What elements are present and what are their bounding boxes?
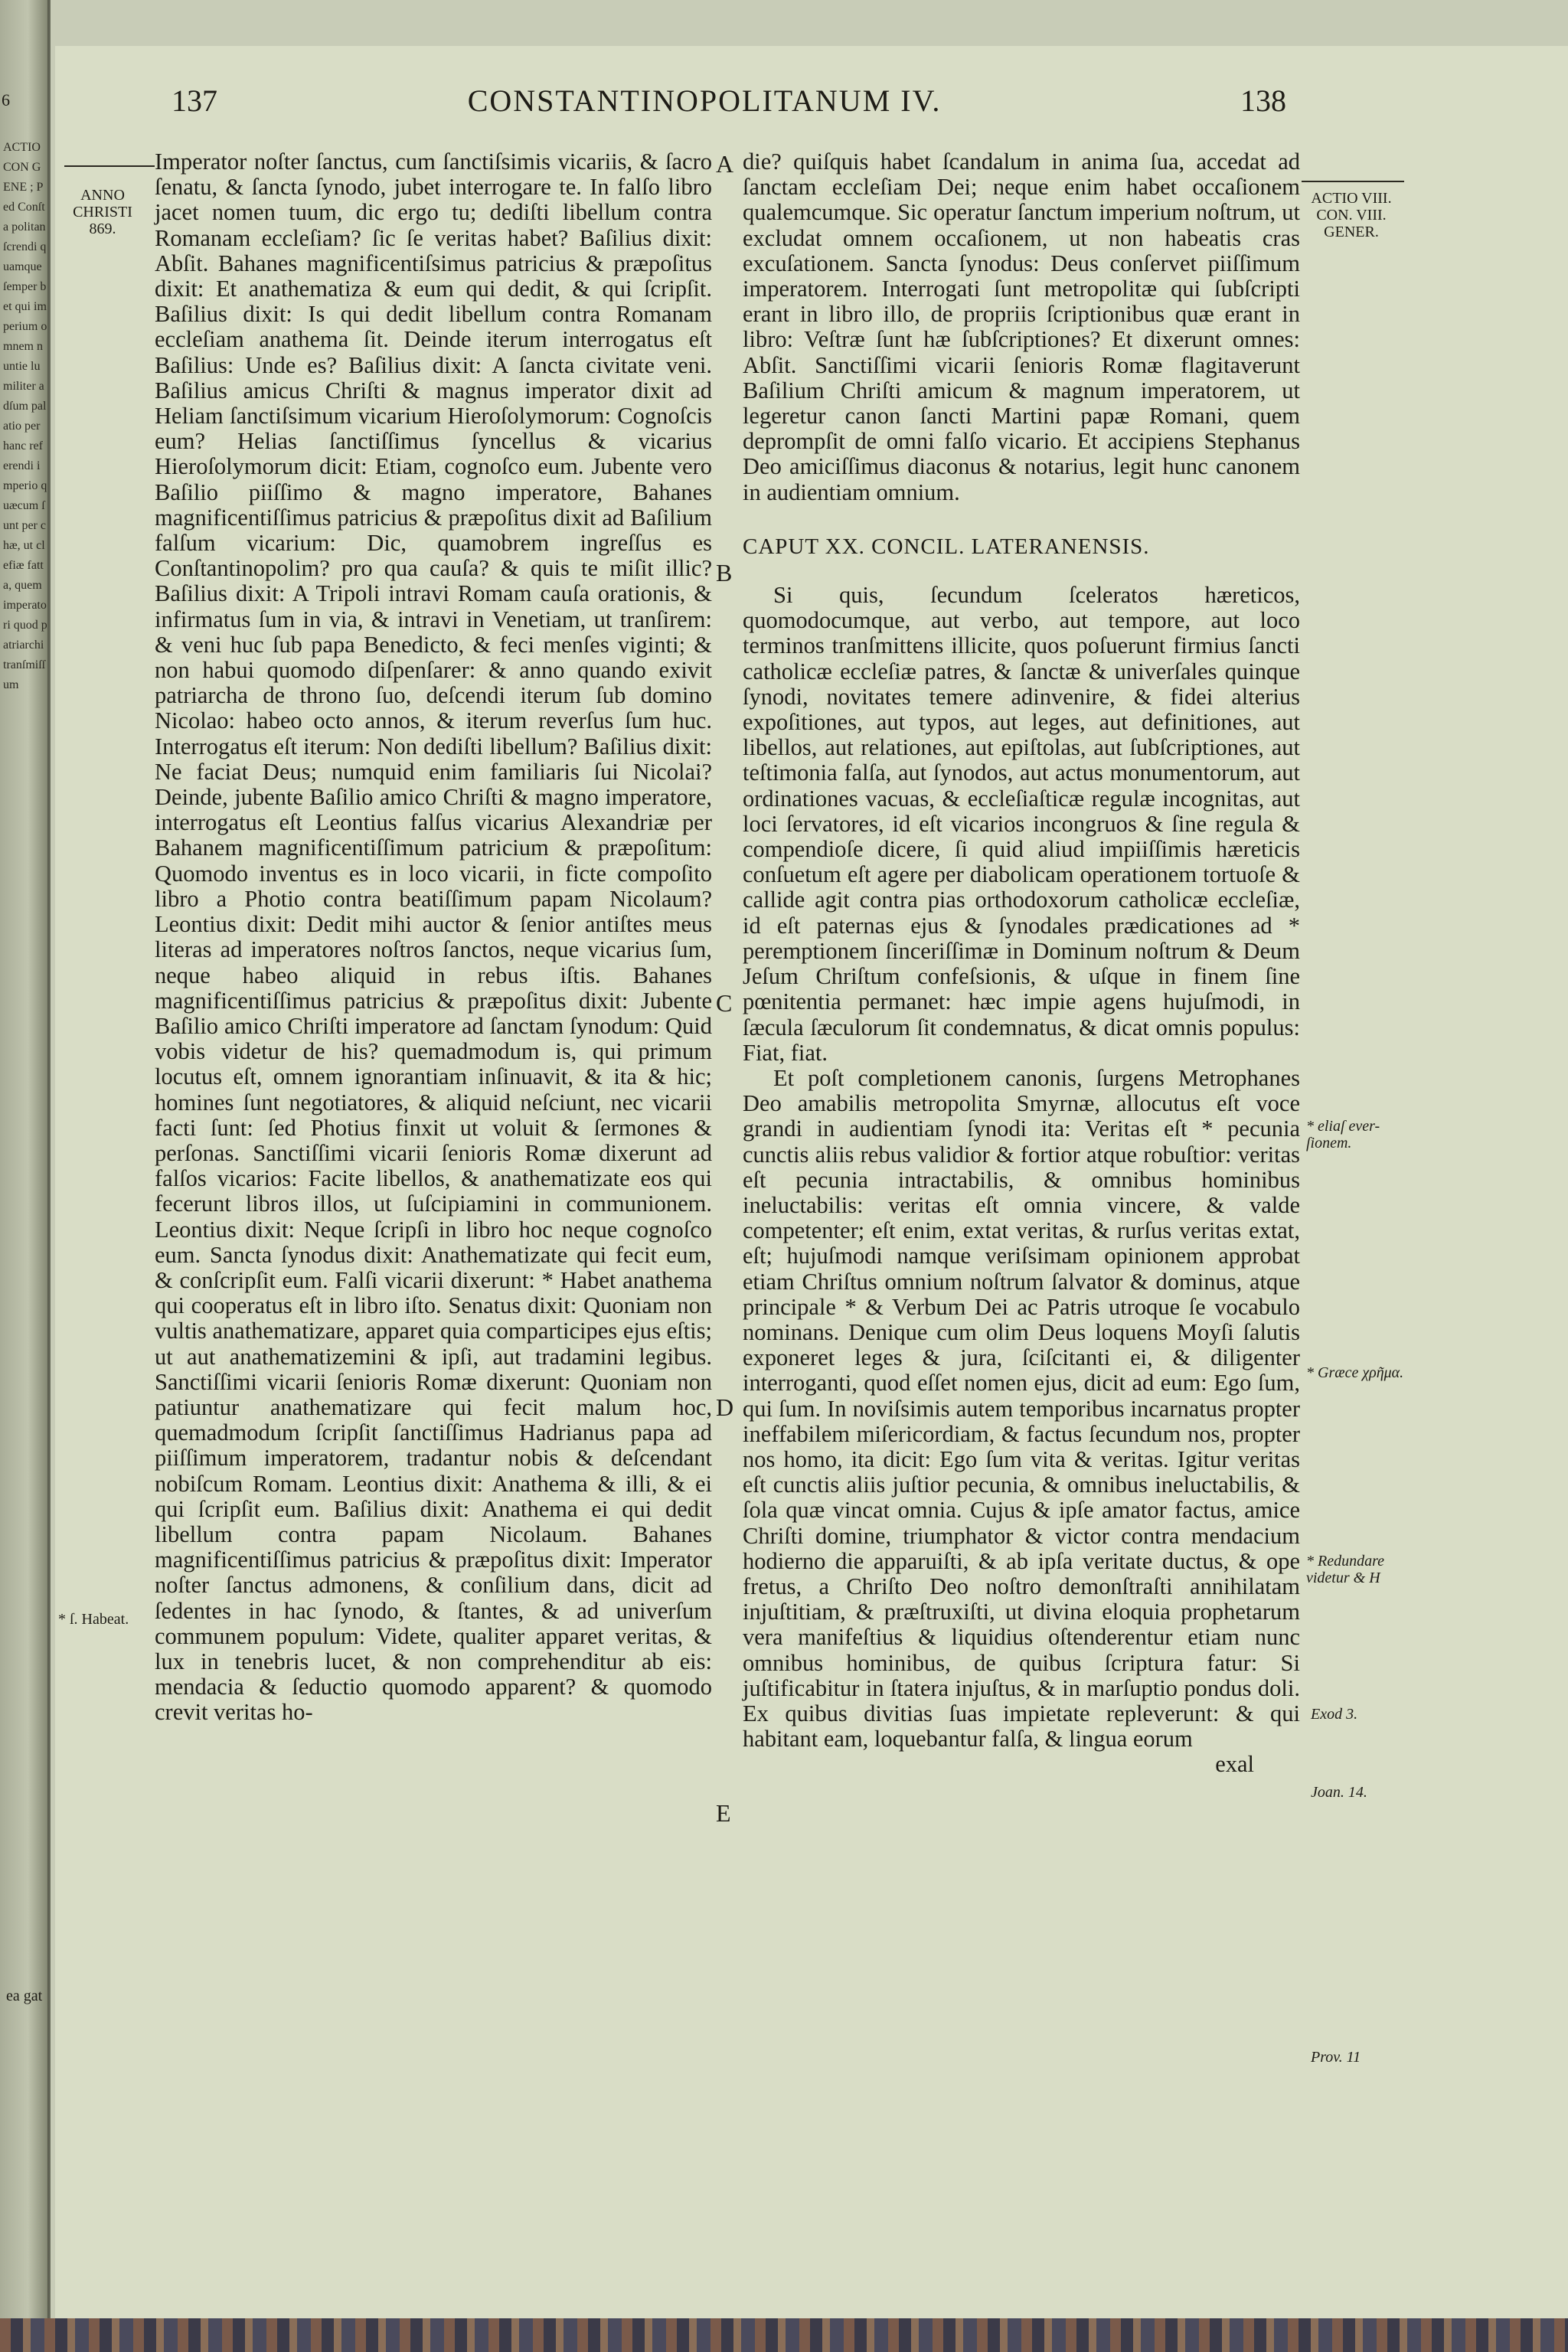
margin-anno-christi (57, 187, 149, 237)
actio-label: ACTIO VIII. (1311, 190, 1392, 207)
right-column (743, 149, 1300, 1778)
anno-label: ANNO (80, 187, 125, 204)
left-column (155, 149, 712, 1726)
margin-ref-joan: Joan. 14. (1311, 1784, 1367, 1801)
margin-note-ea: ea gat (6, 1988, 43, 2004)
margin-ref-prov: Prov. 11 (1311, 2049, 1361, 2066)
chapter-title: CAPUT XX. CONCIL. LATERANENSIS. (743, 534, 1150, 559)
header-rule-left (64, 165, 155, 167)
adjacent-page-number: 6 (2, 90, 10, 109)
section-marker-a: A (716, 150, 734, 178)
left-column-text: Imperator noſter ſanctus, cum ſanctiſsimis vicariis, & ſacro ſenatu, & ſancta ſynodo, jubet interrogare te. In falſo libro jacet nomen tuum, dic ergo tu; dediſti libellum contra Romanam eccleſiam? ſic ſe veritas habet? Baſilius dixit: Abſit. Bahanes magnificentiſsimus patricius & præpoſitus dixit: Et anathematiza & eum qui dedit, & qui ſcripſit. Baſilius dixit: Is qui dedit libellum contra Romanam eccleſiam anathema ſit. Deinde iterum interrogatus eſt Baſilius: Unde es? Baſilius dixit: A ſancta civitate veni. Baſilius amicus Chriſti & magnus imperator dixit ad Heliam ſanctiſsimum vicarium Hieroſolymorum: Cognoſcis eum? Helias ſanctiſſimus ſyncellus & vicarius Hieroſolymorum dicit: Etiam, cognoſco eum. Jubente vero Baſilio piiſſimo & magno imperatore, Bahanes magnificentiſſimus patricius & præpoſitus dixit ad Baſilium falſum vicarium: Dic, quamobrem ingreſſus es Conſtantinopolim? pro qua cauſa? & quis te miſit illic? Baſilius dixit: A Tripoli intravi Romam cauſa orationis, & infirmatus ſum in via, & intravi in Venetiam, ut tranſirem: & veni huc ſub papa Benedicto, & feci menſes viginti; & non habui quomodo diſpenſarer: & anno quando exivit patriarcha de throno ſuo, deſcendi iterum ſub domino Nicolao: habeo octo annos, & iterum reverſus ſum huc. Interrogatus eſt iterum: Non dediſti libellum? Baſilius dixit: Ne faciat Deus; numquid enim familiaris ſui Nicolai? Deinde, jubente Baſilio amico Chriſti & magno imperatore, interrogatus eſt Leontius falſus vicarius Alexandriæ per Bahanem magnificentiſſimum patricium & præpoſitum: Quomodo inventus es in loco vicarii, in ficte compoſito libro a Photio contra beatiſſimum papam Nicolaum? Leontius dixit: Dedit mihi auctor & ſenior antiſtes meus literas ad imperatores noſtros ſanctos, neque vicarius ſum, neque habeo aliquid in rebus iſtis. Bahanes magnificentiſſimus patricius & præpoſitus dixit: Jubente Baſilio amico Chriſti imperatore ad ſanctam ſynodum: Quid vobis videtur de his? quemadmodum is, qui primum locutus eſt, omnem ignorantiam inſinuavit, & ita & hic; homines ſunt negotiatores, & aliquid neſciunt, nec vicarii facti ſunt: ſed Photius finxit ut voluit & ſermones & perſonas. Sanctiſſimi vicarii ſenioris Romæ dixerunt ad falſos vicarios: Facite libellos, & anathematizate eos qui fecerunt libros illos, ut ſuſcipiamini in communionem. Leontius dixit: Neque ſcripſi in libro hoc neque cognoſco eum. Sancta ſynodus dixit: Anathematizate qui fecit eum, & conſcripſit eum. Falſi vicarii dixerunt: * Habet anathema qui cooperatus eſt in libro iſto. Senatus dixit: Quoniam non vultis anathematizare, apparet quia comparticipes ejus eſtis; ut aut anathematizemini & ipſi, aut tradamini legibus. Sanctiſſimi vicarii ſenioris Romæ dixerunt: Quoniam non patiuntur anathematizare qui fecit malum hoc, quemadmodum ſcripſit ſanctiſſimus Hadrianus papa ad piiſſimum imperatorem, tradantur nobis & deſcendant nobiſcum Romam. Leontius dixit: Anathema & illi, & ei qui ſcripſit eum. Baſilius dixit: Anathema ei qui dedit libellum contra papam Nicolaum. Bahanes magnificentiſſimus patricius & præpoſitus dixit: Imperator noſter ſanctus admonens, & conſilium dans, dicit ad ſedentes in hac ſynodo, & ſtantes, & ad univerſum communem populum: Videte, qualiter apparet veritas, & lux in tenebris lucet, & non comprehenditur ab eis: mendacia & ſeductio quomodo apparent? & quomodo crevit veritas ho- (155, 149, 712, 1726)
metrophanes-speech: Et poſt completionem canonis, ſurgens Metrophanes Deo amabilis metropolita Smyrnæ, allocutus eſt voce grandi in audientiam ſynodi ita: Veritas eſt * pecunia cunctis aliis rebus validior & fortior atque robuſtior: veritas eſt pecunia intractabilis, & omnibus hominibus ineluctabilis: veritas eſt omnia vincere, & valde competenter; eſt enim, extat veritas, & rurſus veritas extat, eſt; hujuſmodi namque veriſsimam opinionem approbat etiam Chriſtus omnium noſtrum ſalvator & dominus, atque principale * & Verbum Dei ac Patris utroque ſe vocabulo nominans. Denique cum olim Deus loquens Moyſi ſalutis exponeret leges & jura, ſciſcitanti ei, & diligenter interroganti, quod eſſet nomen ejus, dicit ad eum: Ego ſum, qui ſum. In noviſsimis autem temporibus incarnatus propter ineffabilem miſericordiam, & factus ſecundum nos, propter nos homo, ita dicit: Ego ſum vita & veritas. Igitur veritas eſt cunctis aliis juſtior pecunia, & omnibus ineluctabilis, & ſola quæ vincat omnia. Cujus & ipſe amator factus, amice Chriſti domine, triumphator & victor contra mendacium hodierno die apparuiſti, & ab ipſa veritate ductus, & ope fretus, a Chriſto Deo noſtro demonſtraſti annihilatam injuſtitiam, & præſtruxiſti, ut divina eloquia prophetarum vera manifeſtius & liquidius oſtenderentur etiam nunc omnibus hominibus, de quibus ſcriptura fatur: Si juſtificabitur in ſtatera injuſtus, & in marſuptio pondus doli. Ex quibus divitias ſuas impietate repleverunt: & qui habitant eam, loquebantur falſa, & lingua eorum (743, 1064, 1300, 1753)
running-title: CONSTANTINOPOLITANUM IV. (467, 83, 942, 118)
catchword: exal (1215, 1751, 1254, 1778)
section-marker-e: E (716, 1799, 731, 1827)
right-column-top-text: die? quiſquis habet ſcandalum in anima ſua, accedat ad ſanctam eccleſiam Dei; neque enim habet occaſionem qualemcumque. Sic operatur ſanctum imperium noſtrum, ut excludat omnem occaſionem, ut non habeatis cras excuſationem. Sancta ſynodus: Deus conſervet piiſſimum imperatorem. Interrogati ſunt metropolitæ qui ſubſcripti erant in libro illo, de propriis ſcriptionibus quæ erant in libro: Veſtræ ſunt hæ ſubſcriptiones? Et dixerunt omnes: Abſit. Sanctiſſimi vicarii ſenioris Romæ flagitaverunt Baſilium Chriſti amicum & magnum imperatorem, ut legeretur canon ſancti Martini papæ Romani, quem deprompſit de omni falſo vicario. Et accipiens Stephanus Deo amiciſſimus diaconus & notarius, legit hunc canonem in audientiam omnium. (743, 149, 1300, 505)
canon-text: Si quis, ſecundum ſceleratos hæreticos, quomodocumque, aut verbo, aut tempore, aut loco terminos tranſmittens illicite, quos poſuerunt firmius ſancti catholicæ eccleſiæ patres, & ſanctæ & univerſales quinque ſynodi, novitates temere adinvenire, & fidei alterius expoſitiones, aut typos, aut leges, aut definitiones, aut libellos, aut relationes, aut epiſtolas, aut ſubſcriptiones, aut teſtimonia falſa, aut ſynodos, aut actus monumentorum, aut ordinationes vacuas, & eccleſiaſticæ regulæ incognitas, aut loci ſervatores, id eſt vicarios incongruos & ſine regula & compendioſe dicere, ſi quid aliud impiiſſimis hæreticis conſuetum eſt agere per diabolicam operationem tortuoſe & callide agit contra pias orthodoxorum catholicæ eccleſiæ, id eſt paternas ejus & ſynodales prædicationes ad * peremptionem ſinceriſſimæ in Dominum noſtrum & Deum Jeſum Chriſtum confeſsionis, & uſque in finem ſine pœnitentia permanet: hæc impie agens hujuſmodi, in ſæcula ſæculorum ſit condemnatus, & dicat omnis populus: Fiat, fiat. (743, 582, 1300, 1066)
section-marker-b: B (716, 559, 733, 586)
margin-actio-heading (1294, 190, 1409, 240)
con-label: CON. VIII. (1316, 207, 1387, 224)
page-number-left: 137 (172, 83, 217, 118)
header-rule-right (1302, 181, 1404, 182)
page-edge-band (0, 2318, 1568, 2352)
running-header (0, 83, 1568, 144)
christi-label: CHRISTI (73, 204, 132, 220)
section-marker-d: D (716, 1393, 734, 1421)
year-label: 869. (89, 220, 116, 237)
margin-note-graece: * Græce χρῆμα. (1306, 1364, 1404, 1381)
margin-ref-exod: Exod 3. (1311, 1706, 1358, 1723)
page-number-right: 138 (1240, 83, 1286, 118)
margin-note-redundare: * Redundare videtur & H (1306, 1553, 1385, 1586)
margin-note-habeat: * ſ. Habeat. (58, 1611, 129, 1628)
adjacent-page-text: ACTIO CON GENE ; Ped Conſta politan ſcrendi quamque ſemper bet qui imperium omnem nuntie lumiliter adſum palatio per hanc referendi imperio quæcum ſunt per chæ, ut clefiæ fatta, quem imperatori quod patriarchi tranſmiſſum (3, 141, 47, 691)
margin-note-elias: * eliaſ ever- ſionem. (1306, 1118, 1380, 1152)
section-marker-c: C (716, 989, 733, 1017)
gener-label: GENER. (1324, 224, 1379, 240)
